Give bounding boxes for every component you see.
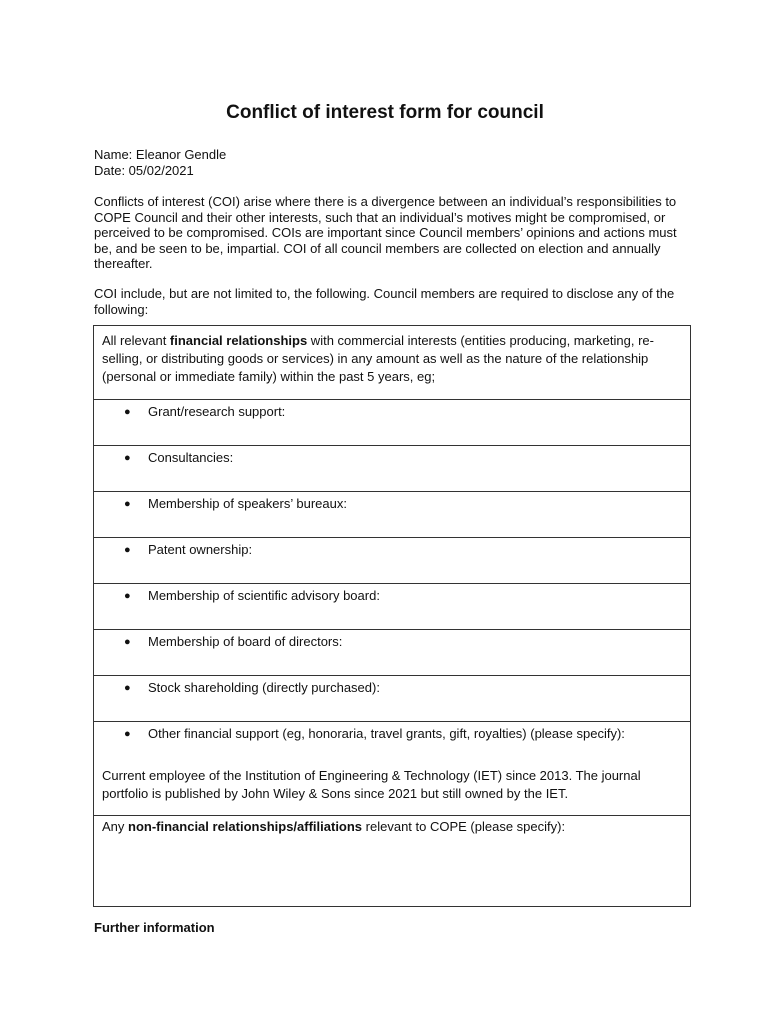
nonfin-suffix: relevant to COPE (please specify): [362,819,566,834]
financial-relationships-intro [94,326,690,399]
coi-instructions-paragraph: COI include, but are not limited to, the following. Council members are required to disclose any of the following: [94,286,675,317]
other-financial-support-answer: Current employee of the Institution of Engineering & Technology (IET) since 2013. The journal portfolio is published by John Wiley & Sons since 2021 but still owned by the IET. [102,768,641,801]
bullet-label: Stock shareholding (directly purchased): [148,680,380,695]
non-financial-relationships-field[interactable] [94,815,690,906]
bullet-label: Grant/research support: [148,404,286,419]
bullet-label: Membership of scientific advisory board: [148,588,380,603]
further-information-heading: Further information [94,920,215,935]
coi-definition-paragraph: Conflicts of interest (COI) arise where there is a divergence between an individual’s responsibilities to COPE Council and their other interests, such that an individual’s motives might be compromised, or perceived to be compromised. COIs are important since Council members’ opinions and actions must be, and be seen to be, impartial. COI of all council members are collected on election and annually thereafter. [94,194,677,271]
bullet-icon: ● [124,498,131,510]
patent-ownership-field[interactable] [94,537,690,583]
stock-shareholding-field[interactable] [94,675,690,721]
intro-prefix: All relevant [102,333,170,348]
bullet-icon: ● [124,682,131,694]
bullet-label: Membership of speakers’ bureaux: [148,496,347,511]
bullet-label: Consultancies: [148,450,234,465]
bullet-icon: ● [124,406,131,418]
nonfin-prefix: Any [102,819,129,834]
nonfin-bold-term: non-financial relationships/affiliations [128,819,363,834]
bullet-label: Patent ownership: [148,542,253,557]
respondent-details [94,147,226,179]
scientific-advisory-board-field[interactable] [94,583,690,629]
bullet-icon: ● [124,544,131,556]
intro-suffix: with commercial interests (entities producing, marketing, re-selling, or distributing goods or services) in any amount as well as the nature of the relationship (personal or immediate family) within the past 5 years, eg; [102,333,654,384]
bullet-icon: ● [124,636,131,648]
bullet-icon: ● [124,728,131,740]
bullet-label: Other financial support (eg, honoraria, travel grants, gift, royalties) (please specify): [148,726,625,741]
other-financial-support-field[interactable] [94,721,690,815]
consultancies-field[interactable] [94,445,690,491]
bullet-icon: ● [124,452,131,464]
bullet-label: Membership of board of directors: [148,634,343,649]
intro-bold-term: financial relationships [169,333,308,348]
speakers-bureaux-field[interactable] [94,491,690,537]
bullet-icon: ● [124,590,131,602]
date-line: Date: 05/02/2021 [94,163,194,178]
board-of-directors-field[interactable] [94,629,690,675]
name-line: Name: Eleanor Gendle [94,147,227,162]
page-title: Conflict of interest form for council [226,102,544,123]
coi-disclosure-table [93,325,691,907]
grant-research-support-field[interactable] [94,399,690,445]
